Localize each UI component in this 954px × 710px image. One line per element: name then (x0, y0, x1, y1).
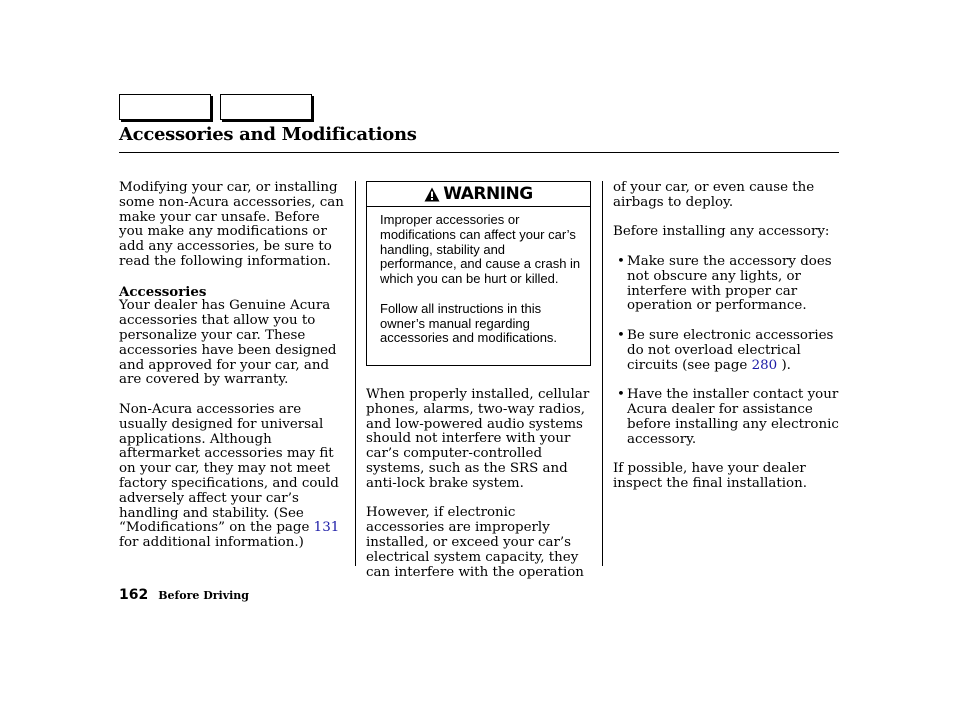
list-item: • Make sure the accessory does not obscure any lights, or interfere with proper car operation or performance. (613, 255, 839, 314)
page-footer (119, 587, 249, 603)
column-middle (366, 388, 594, 595)
warning-text-1: Improper accessories or modifications can affect your car’s handling, stability and performance, and cause a crash in which you can be hurt or killed. (380, 212, 581, 287)
section-name: Before Driving (158, 589, 249, 602)
nav-button-main-menu[interactable] (119, 94, 211, 120)
page-131-link[interactable]: 131 (313, 520, 340, 536)
nav-button-index[interactable] (220, 94, 312, 120)
column-divider-right (602, 181, 603, 566)
airbag-continuation-paragraph: of your car, or even cause the airbags to deploy. (613, 180, 815, 210)
improper-install-paragraph: However, if electronic accessories are improperly installed, or exceed your car’s electrical system capacity, they can interfere with the operation (366, 505, 584, 580)
list-item: • Have the installer contact your Acura dealer for assistance before installing any electronic accessory. (613, 388, 839, 447)
column-right (613, 181, 839, 507)
proper-install-paragraph: When properly installed, cellular phones, alarms, two-way radios, and low-powered audio systems should not interfere with your car’s computer-controlled systems, such as the SRS and anti-lock brake system. (366, 387, 590, 491)
page-280-link[interactable]: 280 (751, 357, 778, 373)
genuine-accessories-paragraph: Your dealer has Genuine Acura accessories that allow you to personalize your car. These accessories have been designed and approved for your car, and are covered by warranty. (119, 298, 337, 388)
precautions-list (613, 255, 839, 447)
page-number: 162 (119, 587, 149, 603)
warning-header (367, 182, 590, 207)
warning-label: WARNING (443, 184, 533, 204)
title-rule (119, 152, 839, 153)
dealer-inspect-paragraph: If possible, have your dealer inspect the final installation. (613, 461, 807, 491)
warning-text-2: Follow all instructions in this owner’s manual regarding accessories and modifications. (380, 300, 558, 346)
accessories-subheading: Accessories (119, 283, 207, 300)
intro-paragraph: Modifying your car, or installing some non-Acura accessories, can make your car unsafe. Before you make any modifications or add any accessories, be sure to read the following information. (119, 180, 344, 269)
warning-box (366, 181, 591, 366)
list-item: • Be sure electronic accessories do not overload electrical circuits (see page 280 ). (613, 329, 839, 373)
column-left (119, 181, 344, 566)
non-acura-paragraph: Non-Acura accessories are usually designed for universal applications. Although aftermarket accessories may fit on your car, they may not meet factory specifications, and could adversely affect your car’s handling and stability. (See “Modifications” on the page 131 for additional information.) (119, 401, 340, 551)
warning-triangle-icon (424, 187, 440, 202)
column-divider-left (355, 181, 356, 566)
page-title: Accessories and Modifications (119, 124, 417, 145)
before-installing-paragraph: Before installing any accessory: (613, 224, 830, 240)
